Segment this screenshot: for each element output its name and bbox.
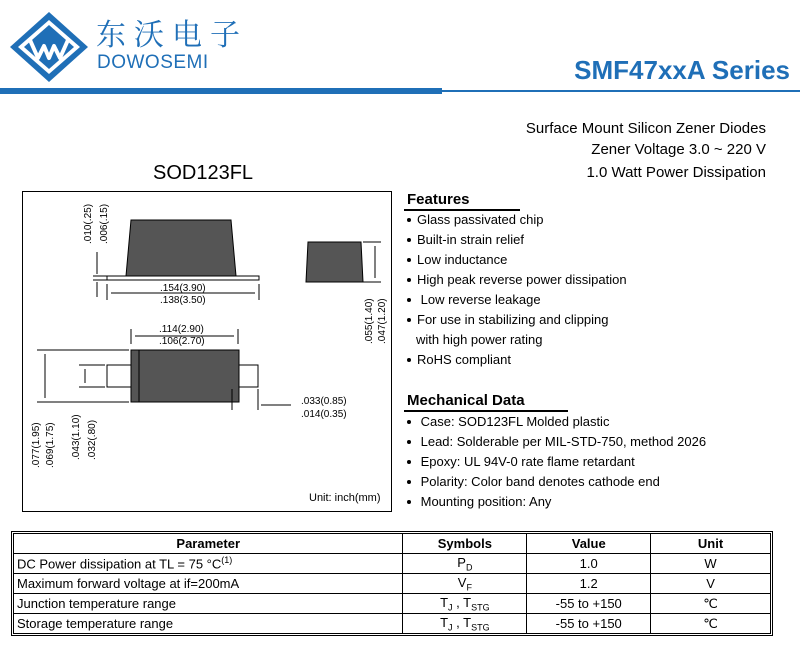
table-row <box>14 554 771 574</box>
bullet-icon <box>407 358 411 362</box>
cell-parameter: DC Power dissipation at TL = 75 $^\circ C^{(1)}$ <box>14 554 403 574</box>
dim-lead-thk-min: .006(.15) <box>99 203 110 244</box>
ratings-table <box>13 533 771 634</box>
cell-value: 1.0 <box>527 554 651 574</box>
dowosemi-logo <box>8 10 90 89</box>
bullet-icon <box>407 218 411 222</box>
cell-parameter: Maximum forward voltage at if=200mA <box>14 574 403 594</box>
bullet-icon <box>407 298 411 302</box>
table-row <box>14 614 771 634</box>
col-header-unit: Unit <box>651 534 771 554</box>
brand-chinese-name: 东沃电子 <box>96 18 248 53</box>
cell-parameter: Junction temperature range <box>14 594 403 614</box>
list-item: Lead: Solderable per MIL-STD-750, method 2026 <box>404 432 706 452</box>
list-item: Low inductance <box>404 250 627 270</box>
bullet-icon <box>407 238 411 242</box>
dim-lead-w-max: .043(1.10) <box>71 414 82 460</box>
dim-lead-len-max: .033(0.85) <box>301 396 347 407</box>
cell-parameter: Storage temperature range <box>14 614 403 634</box>
cell-symbol: $T_J$ , $T_{STG}$ <box>403 594 527 614</box>
list-item: RoHS compliant <box>404 350 627 370</box>
cell-value: 1.2 <box>527 574 651 594</box>
dim-width-max: .077(1.95) <box>31 422 42 468</box>
features-list <box>404 210 627 370</box>
dim-lead-w-min: .032(.80) <box>87 419 98 460</box>
list-item: For use in stabilizing and clipping <box>404 310 627 330</box>
list-item: High peak reverse power dissipation <box>404 270 627 290</box>
features-title: Features <box>407 191 470 208</box>
cell-value: -55 to +150 <box>527 614 651 634</box>
dim-width-min: .069(1.75) <box>45 422 56 468</box>
dim-height-max: .055(1.40) <box>364 298 375 344</box>
list-item: Low reverse leakage <box>404 290 627 310</box>
bullet-icon <box>407 480 411 484</box>
col-header-value: Value <box>527 534 651 554</box>
dim-body-min: .106(2.70) <box>159 336 205 347</box>
list-item: Glass passivated chip <box>404 210 627 230</box>
col-header-symbols: Symbols <box>403 534 527 554</box>
mechanical-title: Mechanical Data <box>407 392 525 409</box>
dim-height-min: .047(1.20) <box>377 298 388 344</box>
dim-overall-min: .138(3.50) <box>160 295 206 306</box>
end-view <box>306 242 381 282</box>
list-item-continuation: with high power rating <box>416 332 543 347</box>
bullet-icon <box>407 278 411 282</box>
list-item: Case: SOD123FL Molded plastic <box>404 412 706 432</box>
dim-lead-len-min: .014(0.35) <box>301 409 347 420</box>
list-item: Mounting position: Any <box>404 492 706 512</box>
dim-body-max: .114(2.90) <box>159 324 204 335</box>
bullet-icon <box>407 258 411 262</box>
bullet-icon <box>407 420 411 424</box>
unit-note: Unit: inch(mm) <box>309 492 381 504</box>
mechanical-list <box>404 412 706 512</box>
header-rule <box>442 90 800 92</box>
cell-unit: ℃ <box>651 614 771 634</box>
table-header-row <box>14 534 771 554</box>
header-bar <box>0 88 442 94</box>
subtitle-line-3: 1.0 Watt Power Dissipation <box>586 164 766 181</box>
cell-symbol: $P_D$ <box>403 554 527 574</box>
brand-name: DOWOSEMI <box>97 52 209 73</box>
subtitle-line-2: Zener Voltage 3.0 ~ 220 V <box>591 141 766 158</box>
col-header-parameter: Parameter <box>14 534 403 554</box>
cell-unit: ℃ <box>651 594 771 614</box>
cell-unit: V <box>651 574 771 594</box>
cell-symbol: $V_F$ <box>403 574 527 594</box>
subtitle-line-1: Surface Mount Silicon Zener Diodes <box>525 120 766 137</box>
series-title: SMF47xxA Series <box>574 55 790 85</box>
cell-value: -55 to +150 <box>527 594 651 614</box>
bullet-icon <box>407 500 411 504</box>
package-drawing <box>22 191 392 512</box>
dim-lead-thk-max: .010(.25) <box>83 203 94 244</box>
dim-overall-max: .154(3.90) <box>160 283 206 294</box>
table-row <box>14 574 771 594</box>
list-item: Built-in strain relief <box>404 230 627 250</box>
bullet-icon <box>407 460 411 464</box>
list-item: Polarity: Color band denotes cathode end <box>404 472 706 492</box>
bullet-icon <box>407 440 411 444</box>
package-name: SOD123FL <box>153 162 254 184</box>
list-item: Epoxy: UL 94V-0 rate flame retardant <box>404 452 706 472</box>
cell-symbol: $T_J$ , $T_{STG}$ <box>403 614 527 634</box>
table-row <box>14 594 771 614</box>
bullet-icon <box>407 318 411 322</box>
cell-unit: W <box>651 554 771 574</box>
